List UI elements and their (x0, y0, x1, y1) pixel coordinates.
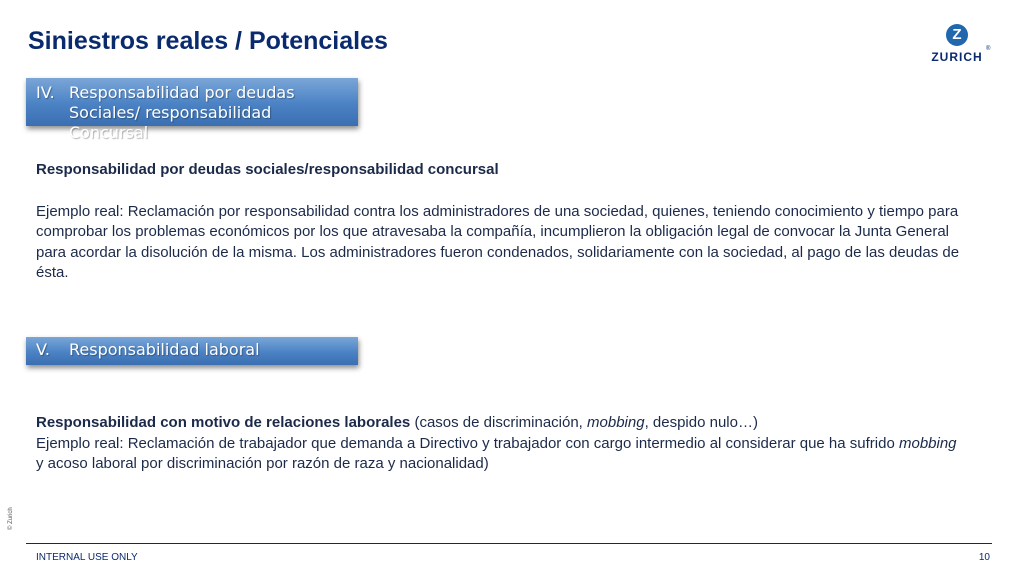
zurich-logo-icon: Z (946, 24, 968, 46)
section-v-example (36, 434, 966, 475)
section-v-example-mobbing: mobbing (898, 434, 957, 452)
footer-divider (26, 543, 992, 544)
section-v-subtitle-bold: Responsabilidad con motivo de relaciones laborales (36, 414, 411, 431)
footer-classification: INTERNAL USE ONLY (36, 552, 138, 563)
zurich-logo (928, 24, 990, 66)
section-iv-subtitle: Responsabilidad por deudas sociales/responsabilidad concursal (36, 161, 499, 178)
section-v-number: V. (36, 340, 50, 359)
page-number: 10 (978, 552, 990, 563)
copyright-note: © Zurich (8, 507, 14, 530)
section-iv-example: Ejemplo real: Reclamación por responsabilidad contra los administradores de una sociedad, quienes, teniendo conocimiento y tiempo para comprobar los problemas económicos por los que atravesaba la compañía, incumplieron la obligación legal de convocar la Junta General para acordar la disolución de la misma. Los administradores fueron condenados, solidariamente con la sociedad, al pago de las deudas de ésta. (36, 202, 960, 281)
section-iv-heading: Responsabilidad por deudas Sociales/ responsabilidad Concursal (69, 83, 295, 142)
section-v-example-b: y acoso laboral por discriminación por razón de raza y nacionalidad) (36, 455, 489, 472)
registered-mark: ® (986, 46, 991, 52)
slide-title: Siniestros reales / Potenciales (28, 27, 388, 55)
section-v-example-a: Ejemplo real: Reclamación de trabajador que demanda a Directivo y trabajador con cargo intermedio al considerar que ha sufrido (36, 434, 899, 452)
section-v-heading: Responsabilidad laboral (69, 340, 260, 359)
section-v-header (26, 337, 358, 365)
section-v-body (36, 413, 966, 475)
section-iv-body (36, 160, 966, 284)
section-v-subtitle (36, 413, 966, 434)
section-v-subtitle-mobbing: mobbing (587, 414, 645, 431)
section-v-subtitle-paren-a: (casos de discriminación, (410, 414, 588, 431)
section-v-subtitle-paren-b: , despido nulo…) (644, 414, 758, 431)
zurich-logo-text: ZURICH (931, 50, 983, 64)
section-iv-header (26, 78, 358, 142)
section-iv-number: IV. (36, 83, 55, 102)
